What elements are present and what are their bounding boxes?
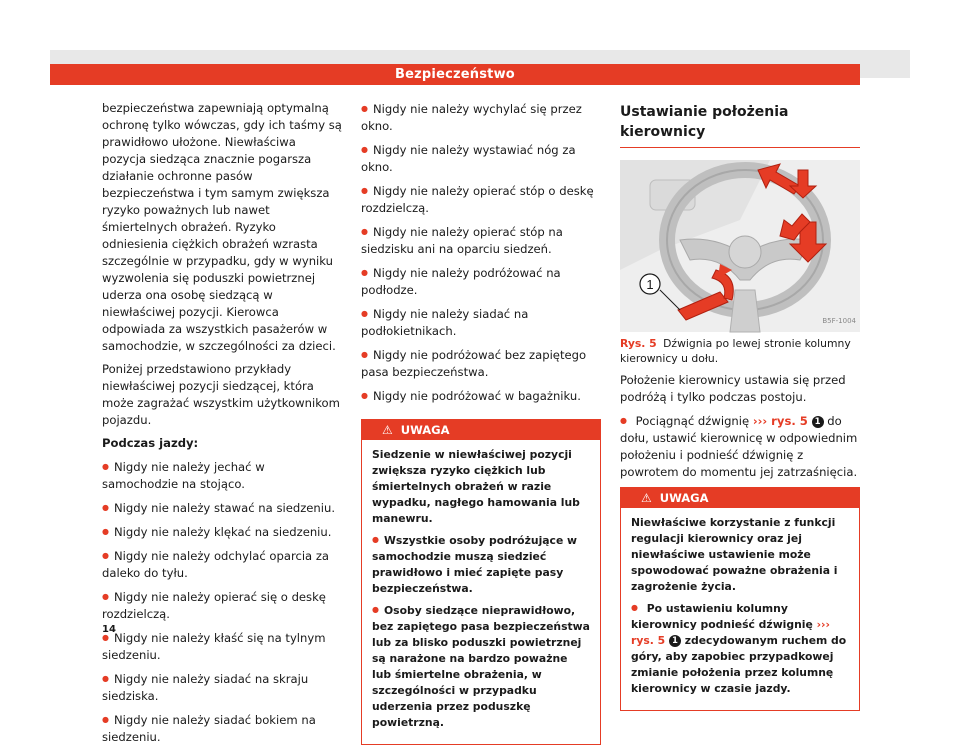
- figure-caption-text: Dźwignia po lewej stronie kolumny kierownicy u dołu.: [620, 337, 851, 365]
- warning-title: [621, 488, 859, 508]
- warning-title: [362, 420, 600, 440]
- list-item: ● Nigdy nie należy siadać bokiem na siedzeniu.: [102, 711, 342, 746]
- warning-text: Po ustawieniu kolumny kierownicy podnieść dźwignię: [631, 602, 813, 631]
- list-item: ● Nigdy nie należy wychylać się przez okno.: [361, 100, 601, 135]
- steering-wheel-illustration-icon: [620, 160, 860, 332]
- list-item: ● Nigdy nie należy kłaść się na tylnym siedzeniu.: [102, 629, 342, 664]
- list-item: ● Nigdy nie należy klękać na siedzeniu.: [102, 523, 342, 541]
- image-code: B5F-1004: [822, 317, 856, 325]
- section-header: Bezpieczeństwo: [50, 64, 860, 85]
- warning-intro: Niewłaściwe korzystanie z funkcji regulacji kierownicy oraz jej niewłaściwe ustawienie może spowodować poważne obrażenia i zagrożenie życia.: [631, 516, 838, 593]
- warning-body: [621, 508, 859, 710]
- warning-title-label: UWAGA: [659, 491, 709, 505]
- warning-list-item: ● Osoby siedzące nieprawidłowo, bez zapiętego pasa bezpieczeństwa lub za blisko poduszki powietrznej są narażone na bardzo poważne lub śmiertelne obrażenia, w szczególności w przypadku uderzenia przez poduszkę powietrzną.: [372, 602, 590, 731]
- list-item: ● Nigdy nie należy wystawiać nóg za okno.: [361, 141, 601, 176]
- figure-reference-link[interactable]: ››› rys. 5: [631, 618, 830, 647]
- warning-body: [362, 440, 600, 744]
- column-2: [361, 100, 601, 745]
- list-item: ● Nigdy nie podróżować bez zapiętego pasa bezpieczeństwa.: [361, 346, 601, 381]
- figure-label: Rys. 5: [620, 337, 657, 350]
- column-1: [102, 100, 342, 752]
- list-item: ● Nigdy nie należy odchylać oparcia za daleko do tyłu.: [102, 547, 342, 582]
- list-item: ● Nigdy nie należy jechać w samochodzie na stojąco.: [102, 458, 342, 493]
- list-item: ● Nigdy nie podróżować w bagażniku.: [361, 387, 601, 405]
- figure-caption: [620, 336, 860, 366]
- callout-badge: 1: [812, 416, 824, 428]
- callout-number: 1: [646, 277, 654, 292]
- warning-triangle-icon: ⚠: [382, 423, 393, 437]
- steering-wheel-figure: [620, 160, 860, 332]
- section-title: Ustawianie położenia kierownicy: [620, 100, 860, 148]
- step-text: Pociągnąć dźwignię: [635, 414, 750, 428]
- step-text: do dołu, ustawić kierownicę w odpowiednim położeniu i podnieść dźwignię z powrotem do momentu jej zatrzaśnięcia.: [620, 414, 858, 479]
- warning-triangle-icon: ⚠: [641, 491, 652, 505]
- warning-intro: Siedzenie w niewłaściwej pozycji zwiększa ryzyko ciężkich lub śmiertelnych obrażeń w razie wypadku, nagłego hamowania lub manewru.: [372, 448, 580, 525]
- warning-list-item: ● Wszystkie osoby podróżujące w samochodzie muszą siedzieć prawidłowo i mieć zapięte pasy bezpieczeństwa.: [372, 532, 590, 597]
- list-item: ● Nigdy nie należy opierać stóp na siedzisku ani na oparciu siedzeń.: [361, 223, 601, 258]
- callout-badge: 1: [669, 635, 681, 647]
- list-item: ● Nigdy nie należy opierać się o deskę rozdzielczą.: [102, 588, 342, 623]
- warning-title-label: UWAGA: [400, 423, 450, 437]
- list-item: ● Nigdy nie należy podróżować na podłodze.: [361, 264, 601, 299]
- list-item: ● Nigdy nie należy opierać stóp o deskę rozdzielczą.: [361, 182, 601, 217]
- figure-reference-link[interactable]: ››› rys. 5: [752, 414, 808, 428]
- warning-list-item: [631, 600, 849, 697]
- subheading: Podczas jazdy:: [102, 436, 199, 450]
- instruction-step: [620, 412, 860, 481]
- list-item: ● Nigdy nie należy siadać na podłokietnikach.: [361, 305, 601, 340]
- list-item: ● Nigdy nie należy siadać na skraju siedziska.: [102, 670, 342, 705]
- list-item: ● Nigdy nie należy stawać na siedzeniu.: [102, 499, 342, 517]
- warning-box: [361, 419, 601, 745]
- paragraph: bezpieczeństwa zapewniają optymalną ochronę tylko wówczas, gdy ich taśmy są prawidłowo ułożone. Niewłaściwa pozycja siedząca znacznie pogarsza działanie ochronne pasów bezpieczeństwa i tym samym zwiększa ryzyko poważnych lub nawet śmiertelnych obrażeń. Ryzyko odniesienia ciężkich obrażeń wzrasta szczególnie w przypadku, gdy w wyniku wyzwolenia się poduszki powietrznej uderza ona osobę siedzącą w niewłaściwej pozycji. Kierowca odpowiada za wszystkich pasażerów w samochodzie, w szczególności za dzieci.: [102, 101, 342, 353]
- column-3: [620, 100, 860, 711]
- warning-box: [620, 487, 860, 711]
- paragraph: Położenie kierownicy ustawia się przed podróżą i tylko podczas postoju.: [620, 373, 846, 404]
- warning-text: zdecydowanym ruchem do góry, aby zapobiec przypadkowej zmianie położenia przez kolumnę kierownicy w czasie jazdy.: [631, 634, 847, 695]
- paragraph: Poniżej przedstawiono przykłady niewłaściwej pozycji siedzącej, która może zagrażać wszystkim użytkownikom pojazdu.: [102, 362, 340, 427]
- page-number: 14: [102, 624, 116, 635]
